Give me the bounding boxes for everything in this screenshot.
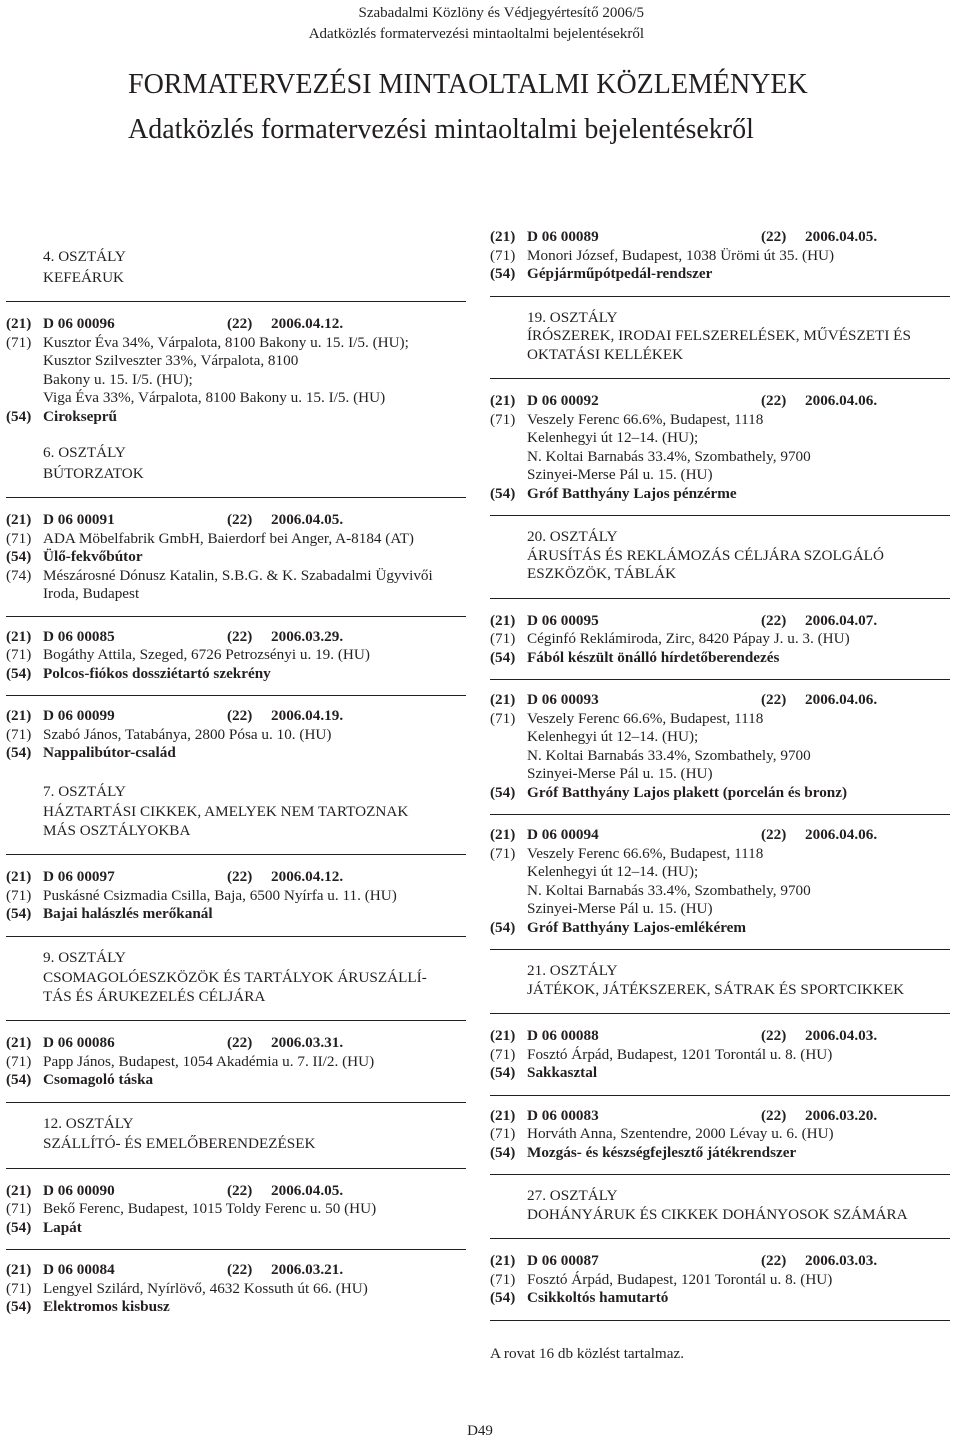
design-number: D 06 00097 — [43, 868, 115, 885]
filing-date: 2006.03.03. — [805, 1252, 878, 1269]
divider — [490, 1174, 950, 1175]
design-title: Gépjárműpótpedál-rendszer — [527, 265, 713, 282]
divider — [6, 854, 466, 855]
divider — [490, 1320, 950, 1321]
divider — [490, 378, 950, 379]
applicant-row: (71) Kusztor Éva 34%, Várpalota, 8100 Bakony u. 15. I/5. (HU); — [6, 333, 409, 351]
running-header-line2: Adatközlés formatervezési mintaoltalmi bejelentésekről — [308, 26, 644, 42]
divider — [490, 598, 950, 599]
page-subtitle: Adatközlés formatervezési mintaoltalmi bejelentésekről — [128, 114, 754, 145]
design-number: D 06 00099 — [43, 707, 115, 724]
design-title-row: (54) Cirokseprű — [6, 408, 466, 427]
page-number: D49 — [467, 1423, 493, 1439]
class-number: 4. OSZTÁLY — [43, 248, 126, 265]
page-title: FORMATERVEZÉSI MINTAOLTALMI KÖZLEMÉNYEK — [128, 69, 808, 100]
design-entry: (21) D 06 00097 (22) 2006.04.12. (71) Puskásné Csizmadia Csilla, Baja, 6500 Nyírfa u. 11. (HU) (54) Bajai halászlés merőkanál — [6, 868, 466, 924]
design-title: Fából készült önálló hírdetőberendezés — [527, 648, 780, 666]
divider — [490, 814, 950, 815]
entry-number-row: (21) D 06 00096 (22) 2006.04.12. — [6, 315, 344, 332]
design-number: D 06 00086 — [43, 1034, 115, 1051]
design-title: Lapát — [43, 1218, 82, 1236]
filing-date: 2006.03.21. — [271, 1261, 344, 1278]
divider — [6, 936, 466, 937]
class-name: ÁRUSÍTÁS ÉS REKLÁMOZÁS CÉLJÁRA SZOLGÁLÓ — [527, 546, 884, 564]
filing-date: 2006.04.06. — [805, 826, 878, 843]
design-number: D 06 00084 — [43, 1261, 115, 1278]
left-column — [6, 228, 466, 1317]
filing-date: 2006.04.07. — [805, 611, 878, 629]
divider — [6, 497, 466, 498]
class-heading — [490, 1187, 950, 1224]
design-title: Ülő-fekvőbútor — [43, 548, 143, 565]
class-name: ÍRÓSZEREK, IRODAI FELSZERELÉSEK, MŰVÉSZETI ÉS — [527, 327, 911, 344]
divider — [6, 301, 466, 302]
class-number: 7. OSZTÁLY — [43, 782, 126, 800]
class-name: DOHÁNYÁRUK ÉS CIKKEK DOHÁNYOSOK SZÁMÁRA — [527, 1205, 908, 1223]
design-entry: (21) D 06 00091 (22) 2006.04.05. (71) ADA Möbelfabrik GmbH, Baierdorf bei Anger, A-8184 (AT) (54) Ülő-fekvőbútor (74) Mészárosné Dónusz Katalin, S.B.G. & K. Szabadalmi Ügyvivői Iroda, Budapest — [6, 511, 466, 604]
design-number: D 06 00091 — [43, 511, 115, 528]
design-number: D 06 00094 — [527, 826, 599, 843]
design-title: Bajai halászlés merőkanál — [43, 905, 213, 922]
filing-date: 2006.03.31. — [271, 1034, 344, 1051]
right-column — [490, 228, 950, 1321]
filing-date: 2006.04.05. — [271, 1181, 344, 1199]
class-name: KEFEÁRUK — [43, 268, 125, 286]
class-number: 12. OSZTÁLY — [43, 1114, 134, 1132]
divider — [490, 515, 950, 516]
design-title: Elektromos kisbusz — [43, 1298, 170, 1315]
class-number: 20. OSZTÁLY — [527, 528, 618, 545]
class-name: HÁZTARTÁSI CIKKEK, AMELYEK NEM TARTOZNAK — [43, 803, 409, 820]
divider — [6, 616, 466, 617]
design-entry: (21) D 06 00099 (22) 2006.04.19. (71) Szabó János, Tatabánya, 2800 Pósa u. 10. (HU) (54) Nappalibútor-család — [6, 707, 466, 763]
design-number: D 06 00095 — [527, 611, 599, 629]
design-entry: (21) D 06 00095 (22) 2006.04.07. (71) Céginfó Reklámiroda, Zirc, 8420 Pápay J. u. 3. (HU) (54) Fából készült önálló hírdetőberendezés — [490, 612, 950, 668]
design-title: Polcos-fiókos dossziétartó szekrény — [43, 664, 271, 682]
divider — [6, 1020, 466, 1021]
class-heading — [6, 783, 466, 841]
design-title: Gróf Batthyány Lajos pénzérme — [527, 484, 737, 502]
divider — [490, 1238, 950, 1239]
design-entry: (21) D 06 00093 (22) 2006.04.06. (71) Veszely Ferenc 66.6%, Budapest, 1118 Kelenhegyi út 12–14. (HU); N. Koltai Barnabás 33.4%, Szombathely, 9700 Szinyei-Merse Pál u. 15. (HU) (54) Gróf Batthyány Lajos plakett (porcelán és bronz) — [490, 691, 950, 802]
design-entry: (21) D 06 00089 (22) 2006.04.05. (71) Monori József, Budapest, 1038 Ürömi út 35. (HU) (54) Gépjárműpótpedál-rendszer — [490, 228, 950, 284]
class-heading — [490, 528, 950, 584]
representative-row: (74) Mészárosné Dónusz Katalin, S.B.G. & K. Szabadalmi Ügyvivői — [6, 566, 433, 584]
divider — [490, 296, 950, 297]
class-name-cont: ESZKÖZÖK, TÁBLÁK — [527, 565, 677, 582]
class-name: JÁTÉKOK, JÁTÉKSZEREK, SÁTRAK ÉS SPORTCIKKEK — [527, 980, 905, 998]
design-title: Nappalibútor-család — [43, 744, 176, 761]
class-heading — [6, 248, 466, 287]
filing-date: 2006.04.12. — [271, 315, 344, 332]
design-entry: (21) D 06 00092 (22) 2006.04.06. (71) Veszely Ferenc 66.6%, Budapest, 1118 Kelenhegyi út 12–14. (HU); N. Koltai Barnabás 33.4%, Szombathely, 9700 Szinyei-Merse Pál u. 15. (HU) (54) Gróf Batthyány Lajos pénzérme — [490, 392, 950, 503]
design-title: Cirokseprű — [43, 407, 117, 425]
divider — [6, 1102, 466, 1103]
design-number: D 06 00096 — [43, 315, 115, 332]
divider — [6, 695, 466, 696]
design-entry: (21) D 06 00083 (22) 2006.03.20. (71) Horváth Anna, Szentendre, 2000 Lévay u. 6. (HU) (54) Mozgás- és készségfejlesztő játékrendszer — [490, 1107, 950, 1163]
design-title: Gróf Batthyány Lajos-emlékérem — [527, 918, 747, 936]
running-header-line1: Szabadalmi Közlöny és Védjegyértesítő 2006/5 — [358, 5, 644, 21]
filing-date: 2006.04.05. — [805, 228, 878, 245]
filing-date: 2006.04.12. — [271, 868, 344, 885]
class-name-cont: MÁS OSZTÁLYOKBA — [43, 821, 191, 839]
design-number: D 06 00087 — [527, 1252, 599, 1269]
class-heading — [6, 949, 466, 1007]
divider — [490, 1095, 950, 1096]
class-heading — [490, 309, 950, 365]
class-number: 27. OSZTÁLY — [527, 1187, 618, 1204]
design-number: D 06 00085 — [43, 627, 115, 645]
design-title: Gróf Batthyány Lajos plakett (porcelán és bronz) — [527, 783, 848, 801]
design-entry: (21) D 06 00084 (22) 2006.03.21. (71) Lengyel Szilárd, Nyírlövő, 4632 Kossuth út 66. (HU) (54) Elektromos kisbusz — [6, 1261, 466, 1317]
filing-date: 2006.03.29. — [271, 627, 344, 645]
design-title: Csomagoló táska — [43, 1071, 154, 1088]
class-name-cont: OKTATÁSI KELLÉKEK — [527, 345, 684, 363]
filing-date: 2006.04.05. — [271, 511, 344, 528]
filing-date: 2006.04.06. — [805, 392, 878, 409]
class-heading — [6, 1115, 466, 1154]
design-entry: (21) D 06 00085 (22) 2006.03.29. (71) Bogáthy Attila, Szeged, 6726 Petrozsényi u. 19. (HU) (54) Polcos-fiókos dossziétartó szekrény — [6, 628, 466, 684]
design-title: Csikkoltós hamutartó — [527, 1289, 669, 1306]
class-number: 6. OSZTÁLY — [43, 444, 126, 461]
design-entry: (21) D 06 00090 (22) 2006.04.05. (71) Bekő Ferenc, Budapest, 1015 Toldy Ferenc u. 50 (HU) (54) Lapát — [6, 1182, 466, 1238]
class-number: 19. OSZTÁLY — [527, 308, 618, 326]
design-entry: (21) D 06 00087 (22) 2006.03.03. (71) Fosztó Árpád, Budapest, 1201 Torontál u. 8. (HU) (54) Csikkoltós hamutartó — [490, 1252, 950, 1308]
divider — [6, 1168, 466, 1169]
design-title: Mozgás- és készségfejlesztő játékrendszer — [527, 1143, 797, 1161]
class-name-cont: TÁS ÉS ÁRUKEZELÉS CÉLJÁRA — [43, 987, 266, 1005]
class-number: 9. OSZTÁLY — [43, 948, 126, 966]
filing-date: 2006.04.19. — [271, 707, 344, 724]
design-title: Sakkasztal — [527, 1064, 598, 1081]
class-number: 21. OSZTÁLY — [527, 962, 618, 979]
design-entry: (21) D 06 00088 (22) 2006.04.03. (71) Fosztó Árpád, Budapest, 1201 Torontál u. 8. (HU) (54) Sakkasztal — [490, 1027, 950, 1083]
divider — [490, 679, 950, 680]
design-entry: (21) D 06 00096 (22) 2006.04.12. (71) Kusztor Éva 34%, Várpalota, 8100 Bakony u. 15. I/5. (HU); Kusztor Szilveszter 33%, Várpalota, 8100 Bakony u. 15. I/5. (HU); Viga Éva 33%, Várpalota, 8100 Bakony u. 15. I/5. (HU) (54) Cirokseprű — [6, 315, 466, 426]
divider — [490, 949, 950, 950]
class-name: BÚTORZATOK — [43, 464, 144, 482]
section-summary: A rovat 16 db közlést tartalmaz. — [490, 1345, 685, 1362]
filing-date: 2006.03.20. — [805, 1106, 878, 1124]
design-entry: (21) D 06 00086 (22) 2006.03.31. (71) Papp János, Budapest, 1054 Akadémia u. 7. II/2. (HU) (54) Csomagoló táska — [6, 1034, 466, 1090]
design-number: D 06 00092 — [527, 392, 599, 409]
class-name: SZÁLLÍTÓ- ÉS EMELŐBERENDEZÉSEK — [43, 1135, 316, 1152]
design-entry: (21) D 06 00094 (22) 2006.04.06. (71) Veszely Ferenc 66.6%, Budapest, 1118 Kelenhegyi út 12–14. (HU); N. Koltai Barnabás 33.4%, Szombathely, 9700 Szinyei-Merse Pál u. 15. (HU) (54) Gróf Batthyány Lajos-emlékérem — [490, 826, 950, 937]
divider — [490, 1013, 950, 1014]
filing-date: 2006.04.03. — [805, 1027, 878, 1044]
class-name: CSOMAGOLÓESZKÖZÖK ÉS TARTÁLYOK ÁRUSZÁLLÍ- — [43, 969, 427, 986]
design-number: D 06 00088 — [527, 1027, 599, 1044]
design-number: D 06 00083 — [527, 1106, 599, 1124]
filing-date: 2006.04.06. — [805, 691, 878, 708]
class-heading — [490, 962, 950, 999]
design-number: D 06 00090 — [43, 1181, 115, 1199]
class-heading — [6, 444, 466, 483]
design-number: D 06 00089 — [527, 228, 599, 245]
design-number: D 06 00093 — [527, 691, 599, 708]
divider — [6, 1249, 466, 1250]
